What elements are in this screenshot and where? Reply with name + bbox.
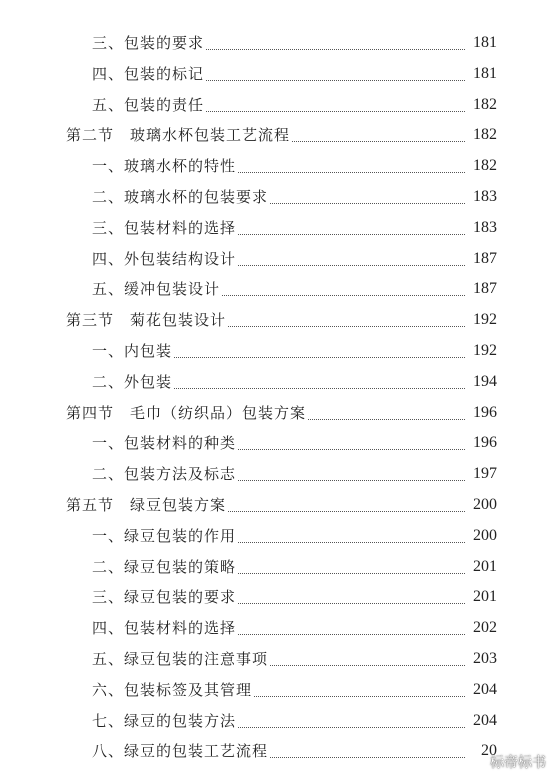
toc-page-number: 182 — [473, 157, 497, 175]
toc-label: 五、包装的责任 — [92, 95, 205, 114]
toc-dot-leader — [270, 664, 465, 666]
toc-row-inner — [92, 582, 497, 612]
toc-label: 第四节 毛巾（纺织品）包装方案 — [66, 403, 307, 422]
toc-entry-row — [0, 90, 552, 120]
toc-dot-leader — [174, 356, 465, 358]
toc-row-inner — [66, 398, 497, 428]
toc-entry-row — [0, 182, 552, 212]
toc-entry-row — [0, 613, 552, 643]
toc-label: 五、缓冲包装设计 — [92, 280, 221, 299]
toc-row-inner — [92, 428, 497, 458]
toc-dot-leader — [308, 418, 465, 420]
toc-row-inner — [92, 367, 497, 397]
toc-label: 八、绿豆的包装工艺流程 — [92, 742, 269, 761]
toc-label: 三、绿豆包装的要求 — [92, 588, 237, 607]
toc-label: 一、内包装 — [92, 342, 173, 360]
toc-row-inner — [66, 120, 497, 150]
toc-label: 三、包装的要求 — [92, 34, 205, 52]
toc-entry-row — [0, 336, 552, 366]
toc-page-number: 182 — [473, 95, 497, 113]
toc-label: 第五节 绿豆包装方案 — [66, 496, 227, 514]
toc-row-inner — [92, 182, 497, 212]
toc-section-row — [0, 490, 552, 520]
toc-row-inner — [92, 244, 497, 274]
toc-row-inner — [92, 28, 497, 58]
toc-entry-row — [0, 428, 552, 458]
toc-entry-row — [0, 151, 552, 181]
wechat-icon — [466, 753, 486, 771]
toc-label: 二、外包装 — [92, 372, 173, 391]
toc-page-number: 183 — [473, 188, 497, 205]
toc-label: 三、包装材料的选择 — [92, 218, 237, 237]
toc-entry-row — [0, 582, 552, 612]
watermark — [466, 752, 546, 772]
toc-dot-leader — [238, 171, 465, 173]
toc-page-number: 181 — [473, 64, 497, 82]
toc-row-inner — [92, 274, 497, 304]
toc-page-number: 196 — [473, 403, 497, 421]
toc-entry-row — [0, 274, 552, 304]
toc-row-inner — [92, 706, 497, 736]
toc-dot-leader — [206, 48, 465, 50]
toc-page-number: 194 — [473, 372, 497, 390]
toc-label: 七、绿豆的包装方法 — [92, 711, 237, 730]
toc-label: 第二节 玻璃水杯包装工艺流程 — [66, 126, 291, 145]
toc-dot-leader — [238, 726, 465, 728]
toc-label: 一、包装材料的种类 — [92, 434, 237, 453]
toc-dot-leader — [254, 695, 465, 697]
toc-label: 二、包装方法及标志 — [92, 465, 237, 484]
toc-entry-row — [0, 213, 552, 243]
toc-page-number: 20 — [481, 742, 497, 760]
toc-page-number: 202 — [473, 619, 497, 637]
toc-label: 二、玻璃水杯的包装要求 — [92, 188, 269, 206]
toc-row-inner — [92, 151, 497, 181]
toc-label: 四、包装的标记 — [92, 64, 205, 83]
toc-row-inner — [92, 459, 497, 489]
toc-dot-leader — [292, 140, 465, 142]
toc-row-inner — [92, 644, 497, 674]
toc-label: 一、玻璃水杯的特性 — [92, 157, 237, 176]
toc-entry-row — [0, 521, 552, 551]
toc-page-number: 204 — [473, 680, 497, 698]
toc-page-number: 183 — [473, 218, 497, 236]
toc-page-number: 181 — [473, 34, 497, 51]
toc-section-row — [0, 305, 552, 335]
toc-entry-row — [0, 675, 552, 705]
toc-dot-leader — [238, 233, 465, 235]
toc-dot-leader — [228, 325, 465, 327]
toc-entry-row — [0, 367, 552, 397]
toc-entry-row — [0, 644, 552, 674]
toc-row-inner — [92, 213, 497, 243]
toc-page-number: 201 — [473, 588, 497, 606]
toc-entry-row — [0, 244, 552, 274]
toc-row-inner — [66, 305, 497, 335]
toc-page-number: 187 — [473, 280, 497, 298]
toc-page-number: 203 — [473, 650, 497, 667]
toc-entry-row — [0, 459, 552, 489]
toc-page-number: 201 — [473, 557, 497, 575]
toc-dot-leader — [206, 79, 465, 81]
toc-dot-leader — [238, 572, 465, 574]
toc-page-number: 192 — [473, 311, 497, 329]
toc-dot-leader — [228, 510, 465, 512]
toc-label: 第三节 菊花包装设计 — [66, 311, 227, 330]
toc-page-number: 187 — [473, 249, 497, 267]
toc-label: 二、绿豆包装的策略 — [92, 557, 237, 576]
toc-entry-row — [0, 28, 552, 58]
toc-dot-leader — [238, 479, 465, 481]
toc-dot-leader — [270, 202, 465, 204]
toc-row-inner — [92, 521, 497, 551]
toc-label: 六、包装标签及其管理 — [92, 680, 253, 699]
toc-label: 四、外包装结构设计 — [92, 249, 237, 268]
toc-page-number: 192 — [473, 342, 497, 359]
toc-page-number: 200 — [473, 526, 497, 544]
toc-row-inner — [66, 490, 497, 520]
toc-row-inner — [92, 736, 497, 766]
toc-label: 四、包装材料的选择 — [92, 619, 237, 638]
toc-dot-leader — [174, 387, 465, 389]
toc-entry-row — [0, 706, 552, 736]
toc-section-row — [0, 398, 552, 428]
toc-section-row — [0, 120, 552, 150]
toc-page-number: 197 — [473, 465, 497, 483]
toc-row-inner — [92, 552, 497, 582]
toc-dot-leader — [238, 602, 465, 604]
toc-dot-leader — [238, 264, 465, 266]
toc-row-inner — [92, 675, 497, 705]
toc-dot-leader — [206, 110, 465, 112]
toc-dot-leader — [270, 756, 465, 758]
toc-entry-row — [0, 59, 552, 89]
toc-page-number: 196 — [473, 434, 497, 452]
toc-page-number: 200 — [473, 496, 497, 513]
toc-row-inner — [92, 90, 497, 120]
toc-entry-row — [0, 552, 552, 582]
toc-row-inner — [92, 336, 497, 366]
toc-label: 五、绿豆包装的注意事项 — [92, 650, 269, 668]
toc-dot-leader — [222, 294, 465, 296]
toc-row-inner — [92, 59, 497, 89]
toc-dot-leader — [238, 448, 465, 450]
toc-page-number: 204 — [473, 711, 497, 729]
toc-dot-leader — [238, 633, 465, 635]
toc-label: 一、绿豆包装的作用 — [92, 526, 237, 545]
toc-page-number: 182 — [473, 126, 497, 144]
watermark-text: 标帝标书 — [490, 755, 546, 771]
toc-row-inner — [92, 613, 497, 643]
toc-dot-leader — [238, 541, 465, 543]
